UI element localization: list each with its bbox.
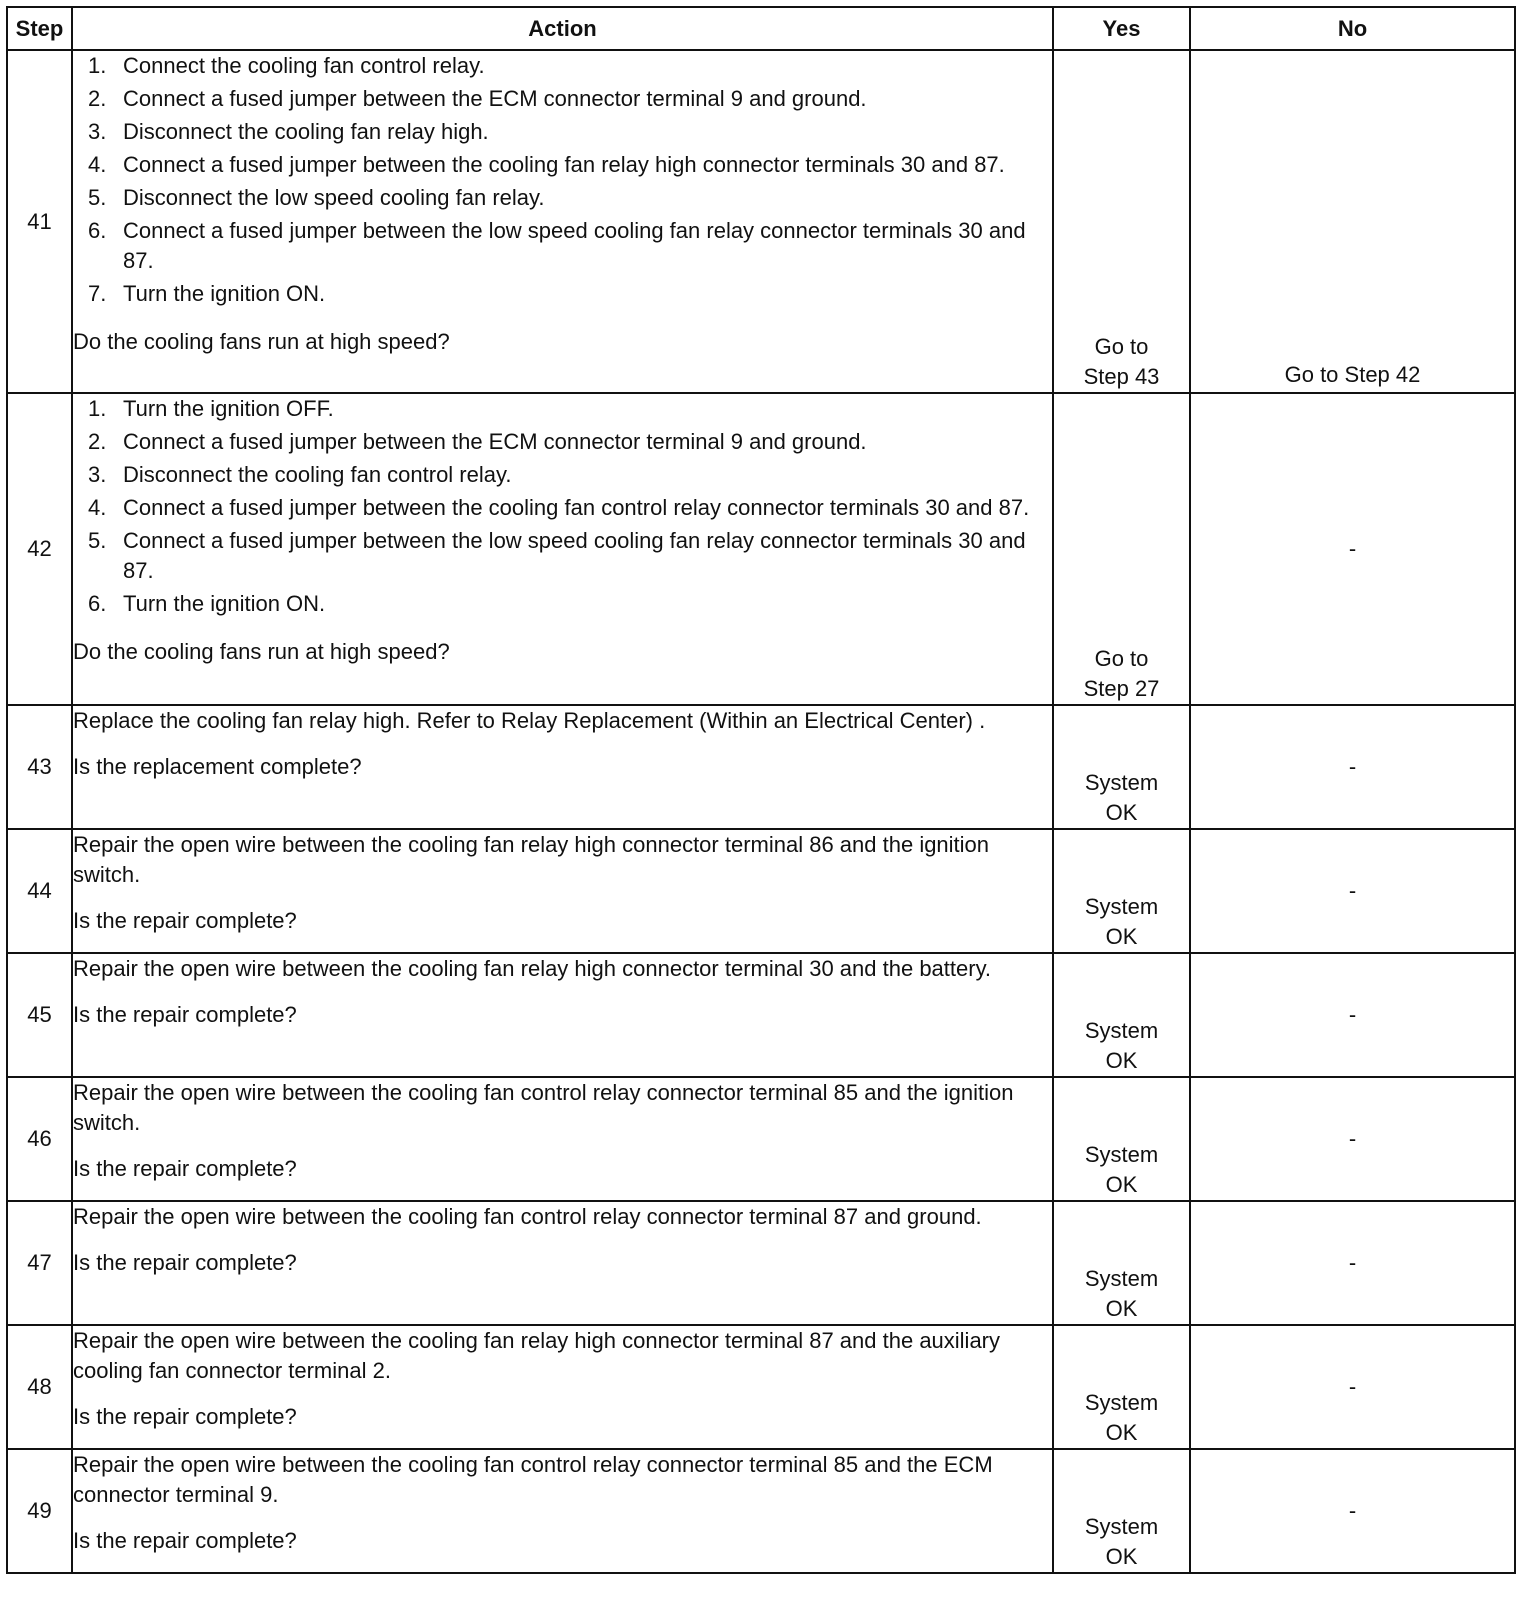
list-item-text: Connect a fused jumper between the ECM connector terminal 9 and ground. (123, 429, 867, 454)
diagnostic-table (6, 6, 1516, 1574)
step-number: 49 (7, 1449, 72, 1573)
yes-cell (1053, 50, 1190, 393)
action-question: Do the cooling fans run at high speed? (73, 329, 450, 354)
action-text: Repair the open wire between the cooling fan relay high connector terminal 87 and the auxiliary cooling fan connector terminal 2. (73, 1328, 1001, 1383)
action-text: Repair the open wire between the cooling fan relay high connector terminal 30 and the battery. (73, 956, 992, 981)
action-cell (72, 705, 1053, 829)
yes-cell (1053, 1449, 1190, 1573)
table-row (7, 705, 1515, 829)
action-question: Is the replacement complete? (73, 754, 362, 779)
yes-cell (1053, 829, 1190, 953)
list-item: 6. Connect a fused jumper between the low speed cooling fan relay connector terminals 30 and 87. (88, 218, 1026, 273)
list-item: 1. Turn the ignition OFF. (88, 396, 334, 421)
list-item: 5. Connect a fused jumper between the low speed cooling fan relay connector terminals 30 and 87. (88, 528, 1026, 583)
yes-line: OK (1105, 1544, 1138, 1569)
yes-line: Step 43 (1083, 364, 1160, 389)
list-item-text: Disconnect the low speed cooling fan relay. (123, 185, 545, 210)
action-cell (72, 393, 1053, 705)
diagnostic-table-container (6, 6, 1516, 1574)
action-question: Is the repair complete? (73, 1250, 297, 1275)
no-cell: - (1190, 1325, 1515, 1449)
table-row (7, 1449, 1515, 1573)
yes-line: OK (1105, 1420, 1138, 1445)
list-item-text: Turn the ignition ON. (123, 281, 326, 306)
action-text: Repair the open wire between the cooling fan control relay connector terminal 87 and ground. (73, 1204, 982, 1229)
yes-line: Go to (1094, 646, 1149, 671)
action-question: Is the repair complete? (73, 1528, 297, 1553)
list-item: 2. Connect a fused jumper between the ECM connector terminal 9 and ground. (88, 86, 867, 111)
action-cell (72, 1325, 1053, 1449)
action-cell (72, 1077, 1053, 1201)
list-item-text: Connect a fused jumper between the low speed cooling fan relay connector terminals 30 and 87. (123, 218, 1026, 273)
yes-line: System (1084, 770, 1159, 795)
no-cell: Go to Step 42 (1190, 50, 1515, 393)
list-item: 5. Disconnect the low speed cooling fan relay. (88, 185, 545, 210)
table-row (7, 1325, 1515, 1449)
list-item-text: Connect a fused jumper between the cooling fan relay high connector terminals 30 and 87. (123, 152, 1005, 177)
yes-line: System (1084, 1018, 1159, 1043)
list-item-text: Connect the cooling fan control relay. (123, 53, 485, 78)
table-row (7, 953, 1515, 1077)
action-question: Is the repair complete? (73, 1156, 297, 1181)
step-number: 42 (7, 393, 72, 705)
list-item-text: Connect a fused jumper between the low speed cooling fan relay connector terminals 30 and 87. (123, 528, 1026, 583)
list-item: 4. Connect a fused jumper between the cooling fan control relay connector terminals 30 and 87. (88, 495, 1030, 520)
list-item: 4. Connect a fused jumper between the cooling fan relay high connector terminals 30 and 87. (88, 152, 1005, 177)
table-row (7, 50, 1515, 393)
step-number: 43 (7, 705, 72, 829)
yes-line: System (1084, 1142, 1159, 1167)
action-cell (72, 953, 1053, 1077)
yes-cell (1053, 953, 1190, 1077)
header-action: Action (72, 7, 1053, 50)
step-number: 45 (7, 953, 72, 1077)
no-cell: - (1190, 953, 1515, 1077)
yes-line: System (1084, 1390, 1159, 1415)
no-cell: - (1190, 1201, 1515, 1325)
yes-line: OK (1105, 924, 1138, 949)
no-cell: - (1190, 1449, 1515, 1573)
action-question: Do the cooling fans run at high speed? (73, 639, 450, 664)
yes-line: OK (1105, 1296, 1138, 1321)
list-item-text: Disconnect the cooling fan relay high. (123, 119, 489, 144)
list-item-text: Disconnect the cooling fan control relay. (123, 462, 512, 487)
list-item: 6. Turn the ignition ON. (88, 591, 326, 616)
yes-line: OK (1105, 1048, 1138, 1073)
action-steps-list (73, 51, 1052, 309)
action-cell (72, 1201, 1053, 1325)
action-text: Repair the open wire between the cooling fan control relay connector terminal 85 and the ignition switch. (73, 1080, 1014, 1135)
yes-cell (1053, 1201, 1190, 1325)
list-item-text: Turn the ignition OFF. (123, 396, 334, 421)
table-row (7, 1077, 1515, 1201)
yes-cell (1053, 1077, 1190, 1201)
list-item-text: Connect a fused jumper between the cooling fan control relay connector terminals 30 and 87. (123, 495, 1030, 520)
no-cell: - (1190, 393, 1515, 705)
table-header-row (7, 7, 1515, 50)
action-question: Is the repair complete? (73, 908, 297, 933)
action-text: Repair the open wire between the cooling fan relay high connector terminal 86 and the ignition switch. (73, 832, 990, 887)
action-steps-list (73, 394, 1052, 619)
action-text: Repair the open wire between the cooling fan control relay connector terminal 85 and the ECM connector terminal 9. (73, 1452, 993, 1507)
yes-line: System (1084, 894, 1159, 919)
yes-line: System (1084, 1514, 1159, 1539)
no-cell: - (1190, 705, 1515, 829)
yes-line: System (1084, 1266, 1159, 1291)
step-number: 48 (7, 1325, 72, 1449)
yes-cell (1053, 1325, 1190, 1449)
no-cell: - (1190, 829, 1515, 953)
list-item: 2. Connect a fused jumper between the ECM connector terminal 9 and ground. (88, 429, 867, 454)
yes-line: Go to (1094, 334, 1149, 359)
step-number: 47 (7, 1201, 72, 1325)
header-yes: Yes (1053, 7, 1190, 50)
action-cell (72, 1449, 1053, 1573)
step-number: 44 (7, 829, 72, 953)
table-row (7, 1201, 1515, 1325)
list-item: 3. Disconnect the cooling fan control relay. (88, 462, 512, 487)
yes-line: OK (1105, 800, 1138, 825)
action-question: Is the repair complete? (73, 1002, 297, 1027)
yes-line: Step 27 (1083, 676, 1160, 701)
list-item-text: Turn the ignition ON. (123, 591, 326, 616)
action-cell (72, 50, 1053, 393)
list-item: 3. Disconnect the cooling fan relay high. (88, 119, 489, 144)
step-number: 46 (7, 1077, 72, 1201)
action-text: Replace the cooling fan relay high. Refer to Relay Replacement (Within an Electrical Center) . (73, 708, 986, 733)
list-item: 7. Turn the ignition ON. (88, 281, 326, 306)
header-no: No (1190, 7, 1515, 50)
yes-cell (1053, 393, 1190, 705)
header-step: Step (7, 7, 72, 50)
step-number: 41 (7, 50, 72, 393)
no-cell: - (1190, 1077, 1515, 1201)
table-row (7, 393, 1515, 705)
list-item-text: Connect a fused jumper between the ECM connector terminal 9 and ground. (123, 86, 867, 111)
yes-line: OK (1105, 1172, 1138, 1197)
action-question: Is the repair complete? (73, 1404, 297, 1429)
yes-cell (1053, 705, 1190, 829)
action-cell (72, 829, 1053, 953)
list-item: 1. Connect the cooling fan control relay. (88, 53, 485, 78)
table-row (7, 829, 1515, 953)
